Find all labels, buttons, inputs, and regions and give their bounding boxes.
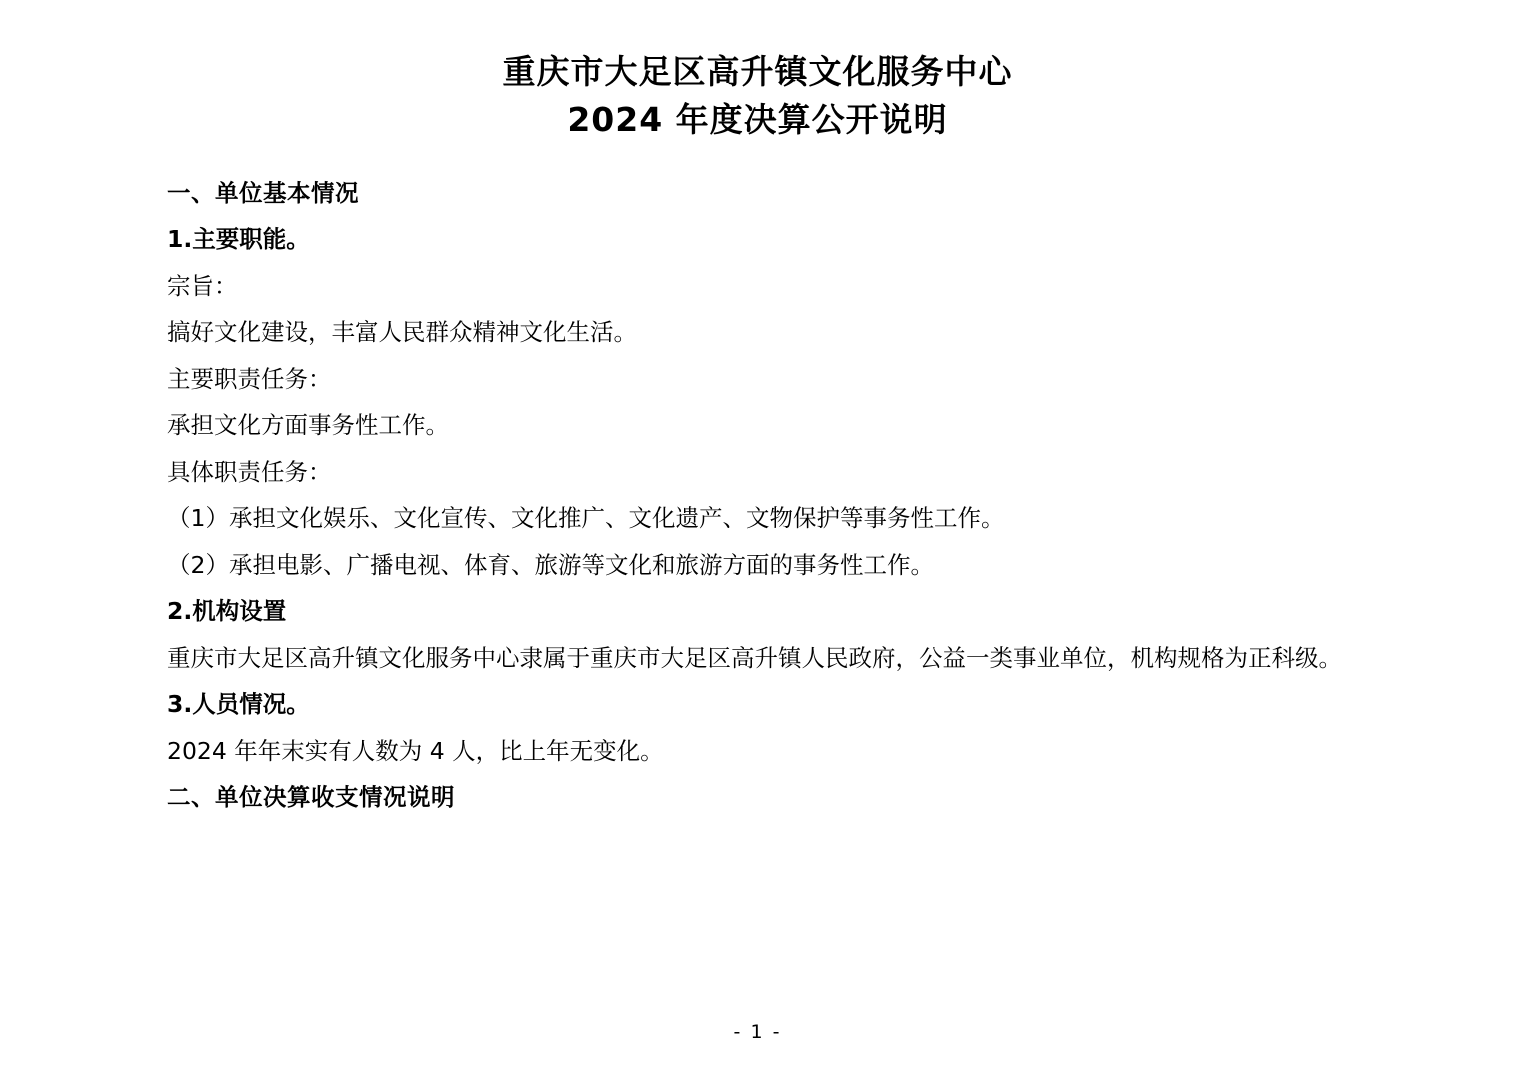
section-heading-2: 二、单位决算收支情况说明 [167,783,455,812]
main-duty-text: 承担文化方面事务性工作。 [167,411,449,440]
subsection-heading-1-3: 3.人员情况。 [167,690,310,719]
purpose-label: 宗旨： [167,271,238,300]
detail-duty-item-2: （2）承担电影、广播电视、体育、旅游等文化和旅游方面的事务性工作。 [167,550,934,579]
page-title [120,48,1395,144]
detail-duty-label: 具体职责任务： [167,457,332,486]
subsection-heading-1-1: 1.主要职能。 [167,225,310,254]
purpose-text: 搞好文化建设，丰富人民群众精神文化生活。 [167,318,637,347]
main-duty-label: 主要职责任务： [167,364,332,393]
title-line-2: 2024 年度决算公开说明 [567,99,948,139]
subsection-heading-1-2: 2.机构设置 [167,597,287,626]
page-number: - 1 - [733,1021,782,1043]
section-heading-1: 一、单位基本情况 [167,178,359,207]
detail-duty-item-1: （1）承担文化娱乐、文化宣传、文化推广、文化遗产、文物保护等事务性工作。 [167,504,1005,533]
document-body [120,170,1395,821]
organization-text: 重庆市大足区高升镇文化服务中心隶属于重庆市大足区高升镇人民政府，公益一类事业单位，机构规格为正科级。 [167,643,1342,672]
title-line-1: 重庆市大足区高升镇文化服务中心 [502,52,1013,91]
staff-text: 2024 年年末实有人数为 4 人，比上年无变化。 [167,736,664,765]
